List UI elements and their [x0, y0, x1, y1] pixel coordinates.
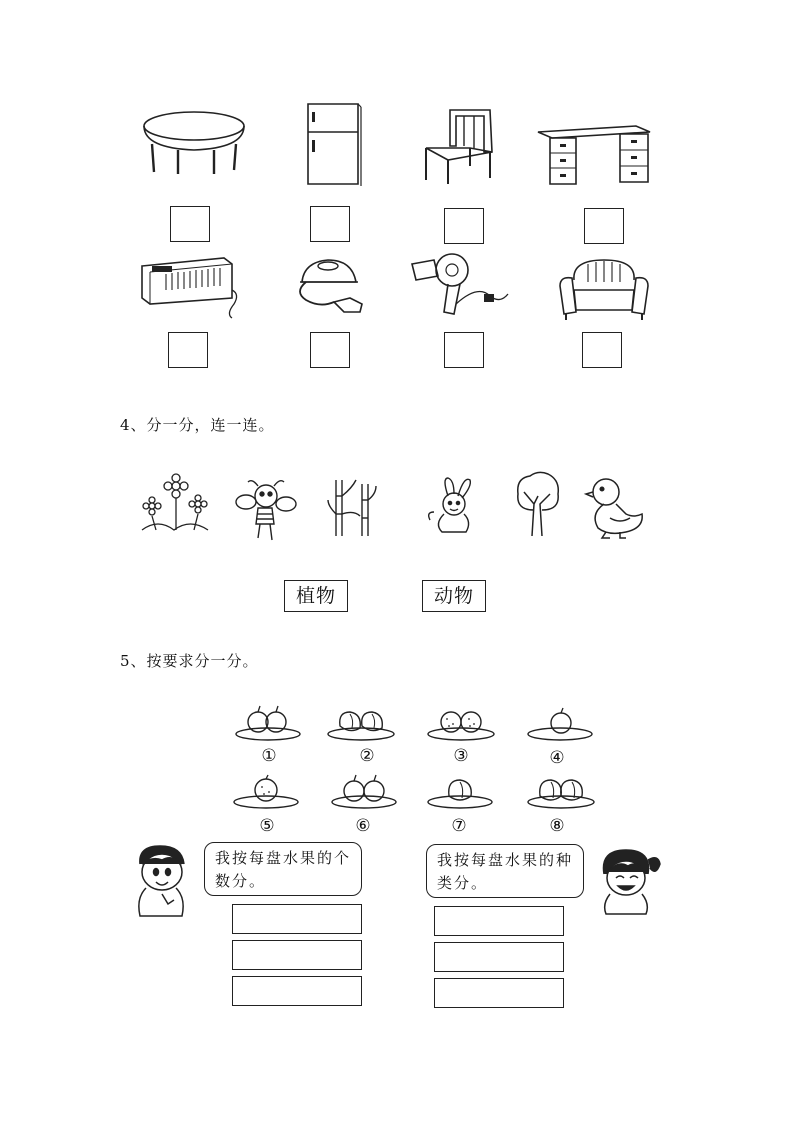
girl-speech-bubble — [426, 844, 584, 898]
plate-6-two-apples-icon — [330, 774, 398, 810]
plate-7-one-peach-icon — [426, 774, 494, 810]
chair-icon — [420, 106, 500, 186]
refrigerator-icon — [306, 102, 362, 188]
answer-box-chair[interactable] — [444, 208, 484, 244]
plate-number-7: ⑦ — [451, 816, 467, 836]
plate-number-2: ② — [359, 746, 375, 766]
plate-number-8: ⑧ — [549, 816, 565, 836]
answer-box-refrigerator[interactable] — [310, 206, 350, 242]
bamboo-icon — [326, 476, 378, 538]
round-table-icon — [138, 108, 250, 180]
answer-line-girl-3[interactable] — [434, 978, 564, 1008]
vacuum-cleaner-icon — [290, 252, 370, 318]
category-plants-label: 植物 — [284, 580, 348, 612]
plate-2-two-peaches-icon — [326, 704, 396, 742]
category-animals-label: 动物 — [422, 580, 486, 612]
answer-box-desk[interactable] — [584, 208, 624, 244]
answer-box-vacuum-cleaner[interactable] — [310, 332, 350, 368]
air-conditioner-icon — [136, 254, 240, 320]
question-4-title: 4、分一分，连一连。 — [120, 416, 275, 434]
boy-speech-bubble — [204, 842, 362, 896]
plate-5-one-orange-icon — [232, 774, 300, 810]
girl-speech-text: 我按每盘水果的种类分。 — [437, 851, 574, 892]
chick-icon — [586, 474, 646, 540]
answer-line-girl-2[interactable] — [434, 942, 564, 972]
plate-number-6: ⑥ — [355, 816, 371, 836]
answer-line-boy-1[interactable] — [232, 904, 362, 934]
plate-4-one-apple-icon — [526, 708, 594, 742]
answer-line-girl-1[interactable] — [434, 906, 564, 936]
hair-dryer-icon — [408, 254, 512, 318]
answer-box-hair-dryer[interactable] — [444, 332, 484, 368]
answer-box-air-conditioner[interactable] — [168, 332, 208, 368]
rabbit-icon — [424, 476, 482, 536]
plate-1-two-apples-icon — [234, 704, 302, 742]
boy-speech-text: 我按每盘水果的个数分。 — [215, 849, 352, 890]
boy-character-icon — [132, 842, 196, 918]
answer-line-boy-2[interactable] — [232, 940, 362, 970]
plate-number-4: ④ — [549, 748, 565, 768]
tree-icon — [514, 470, 562, 538]
question-5-title: 5、按要求分一分。 — [120, 652, 259, 670]
armchair-icon — [558, 256, 650, 322]
girl-character-icon — [596, 846, 662, 916]
answer-box-armchair[interactable] — [582, 332, 622, 368]
flowers-icon — [138, 474, 212, 534]
plate-number-5: ⑤ — [259, 816, 275, 836]
plate-number-1: ① — [261, 746, 277, 766]
plate-8-two-peaches-icon — [526, 774, 596, 810]
answer-box-round-table[interactable] — [170, 206, 210, 242]
desk-icon — [536, 124, 652, 188]
plate-3-two-oranges-icon — [426, 704, 496, 742]
plate-number-3: ③ — [453, 746, 469, 766]
bee-icon — [234, 478, 296, 544]
answer-line-boy-3[interactable] — [232, 976, 362, 1006]
